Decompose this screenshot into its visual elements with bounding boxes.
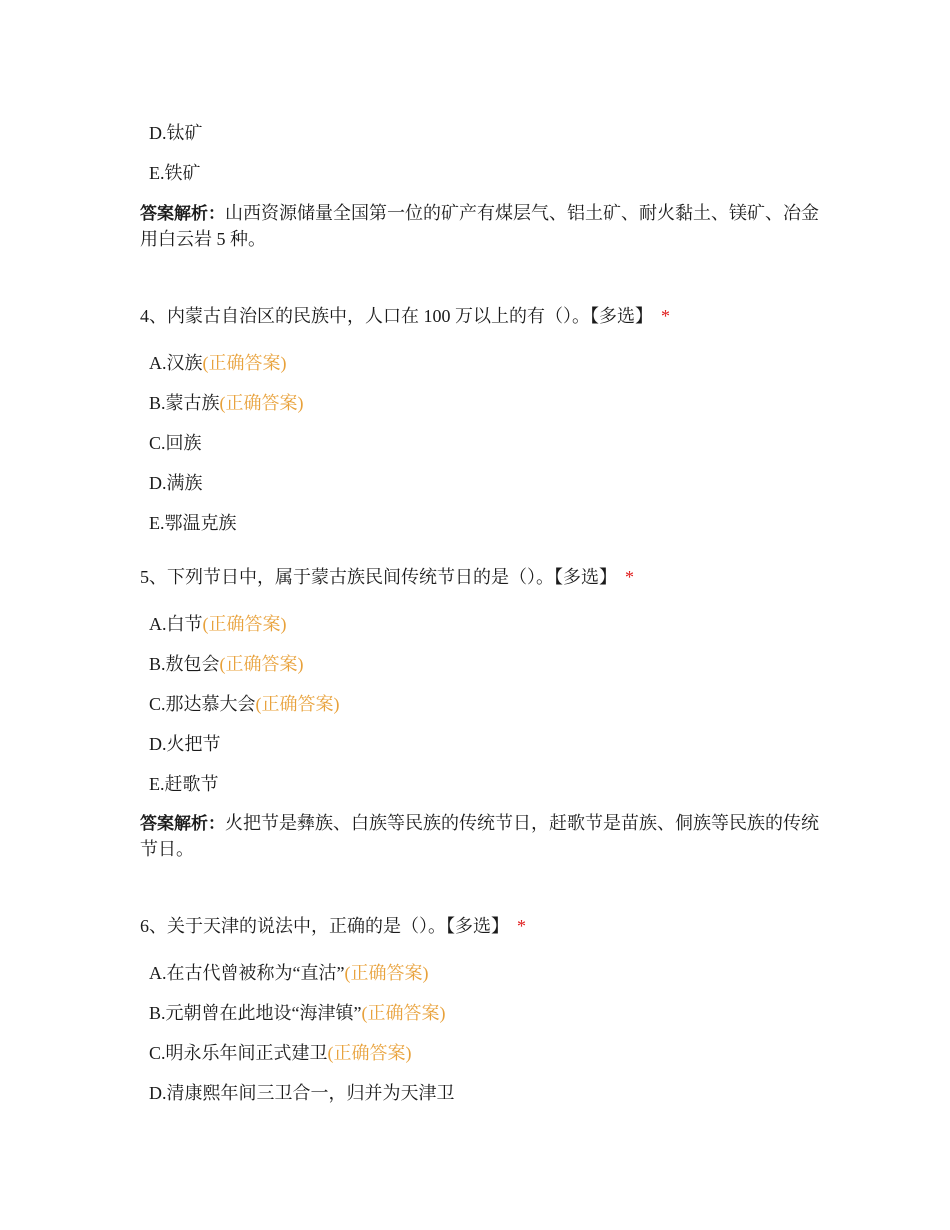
option-text: A.汉族 [149,353,203,373]
option-text: E.鄂温克族 [149,513,237,533]
correct-answer-tag: (正确答案) [219,654,304,674]
option-text: E.赶歌节 [149,774,219,794]
q5-option-c [149,692,340,716]
q6-option-a [149,961,428,985]
q5-explanation [140,811,830,862]
q4-title [140,304,670,328]
q6-option-b [149,1001,445,1025]
q5-title [140,565,634,589]
correct-answer-tag: (正确答案) [219,393,304,413]
question-text: 5、下列节日中，属于蒙古族民间传统节日的是（）。【多选】 [140,567,617,587]
question-text: 4、内蒙古自治区的民族中，人口在 100 万以上的有（）。【多选】 [140,306,653,326]
q4-option-c [149,431,202,455]
option-text: B.元朝曾在此地设“海津镇” [149,1003,362,1023]
option-text: B.敖包会 [149,654,220,674]
correct-answer-tag: (正确答案) [327,1043,412,1063]
q5-option-e [149,772,219,796]
option-text: C.那达慕大会 [149,694,256,714]
q4-option-a [149,351,287,375]
q6-option-d [149,1081,455,1105]
q5-option-d [149,732,221,756]
option-text: D.钛矿 [149,123,203,143]
q5-option-b [149,652,304,676]
explanation-text: 火把节是彝族、白族等民族的传统节日，赶歌节是苗族、侗族等民族的传统节日。 [140,813,819,859]
correct-answer-tag: (正确答案) [361,1003,446,1023]
option-text: C.回族 [149,433,202,453]
option-text: A.在古代曾被称为“直沽” [149,963,345,983]
explanation-label: 答案解析： [140,204,225,224]
correct-answer-tag: (正确答案) [202,614,287,634]
q4-option-b [149,391,304,415]
q4-option-e [149,511,237,535]
correct-answer-tag: (正确答案) [344,963,429,983]
q6-title [140,914,526,938]
explanation-text: 山西资源储量全国第一位的矿产有煤层气、铝土矿、耐火黏土、镁矿、冶金用白云岩 5 种。 [140,203,819,249]
required-mark: * [517,916,526,936]
option-text: B.蒙古族 [149,393,220,413]
q3-option-d [149,121,203,145]
required-mark: * [625,567,634,587]
explanation-label: 答案解析： [140,814,225,834]
option-text: A.白节 [149,614,203,634]
correct-answer-tag: (正确答案) [255,694,340,714]
q6-option-c [149,1041,412,1065]
option-text: D.满族 [149,473,203,493]
option-text: D.清康熙年间三卫合一，归并为天津卫 [149,1083,455,1103]
q5-option-a [149,612,287,636]
q3-option-e [149,161,201,185]
correct-answer-tag: (正确答案) [202,353,287,373]
option-text: C.明永乐年间正式建卫 [149,1043,328,1063]
option-text: D.火把节 [149,734,221,754]
q3-explanation [140,201,830,252]
option-text: E.铁矿 [149,163,201,183]
required-mark: * [661,306,670,326]
q4-option-d [149,471,203,495]
question-text: 6、关于天津的说法中，正确的是（）。【多选】 [140,916,509,936]
